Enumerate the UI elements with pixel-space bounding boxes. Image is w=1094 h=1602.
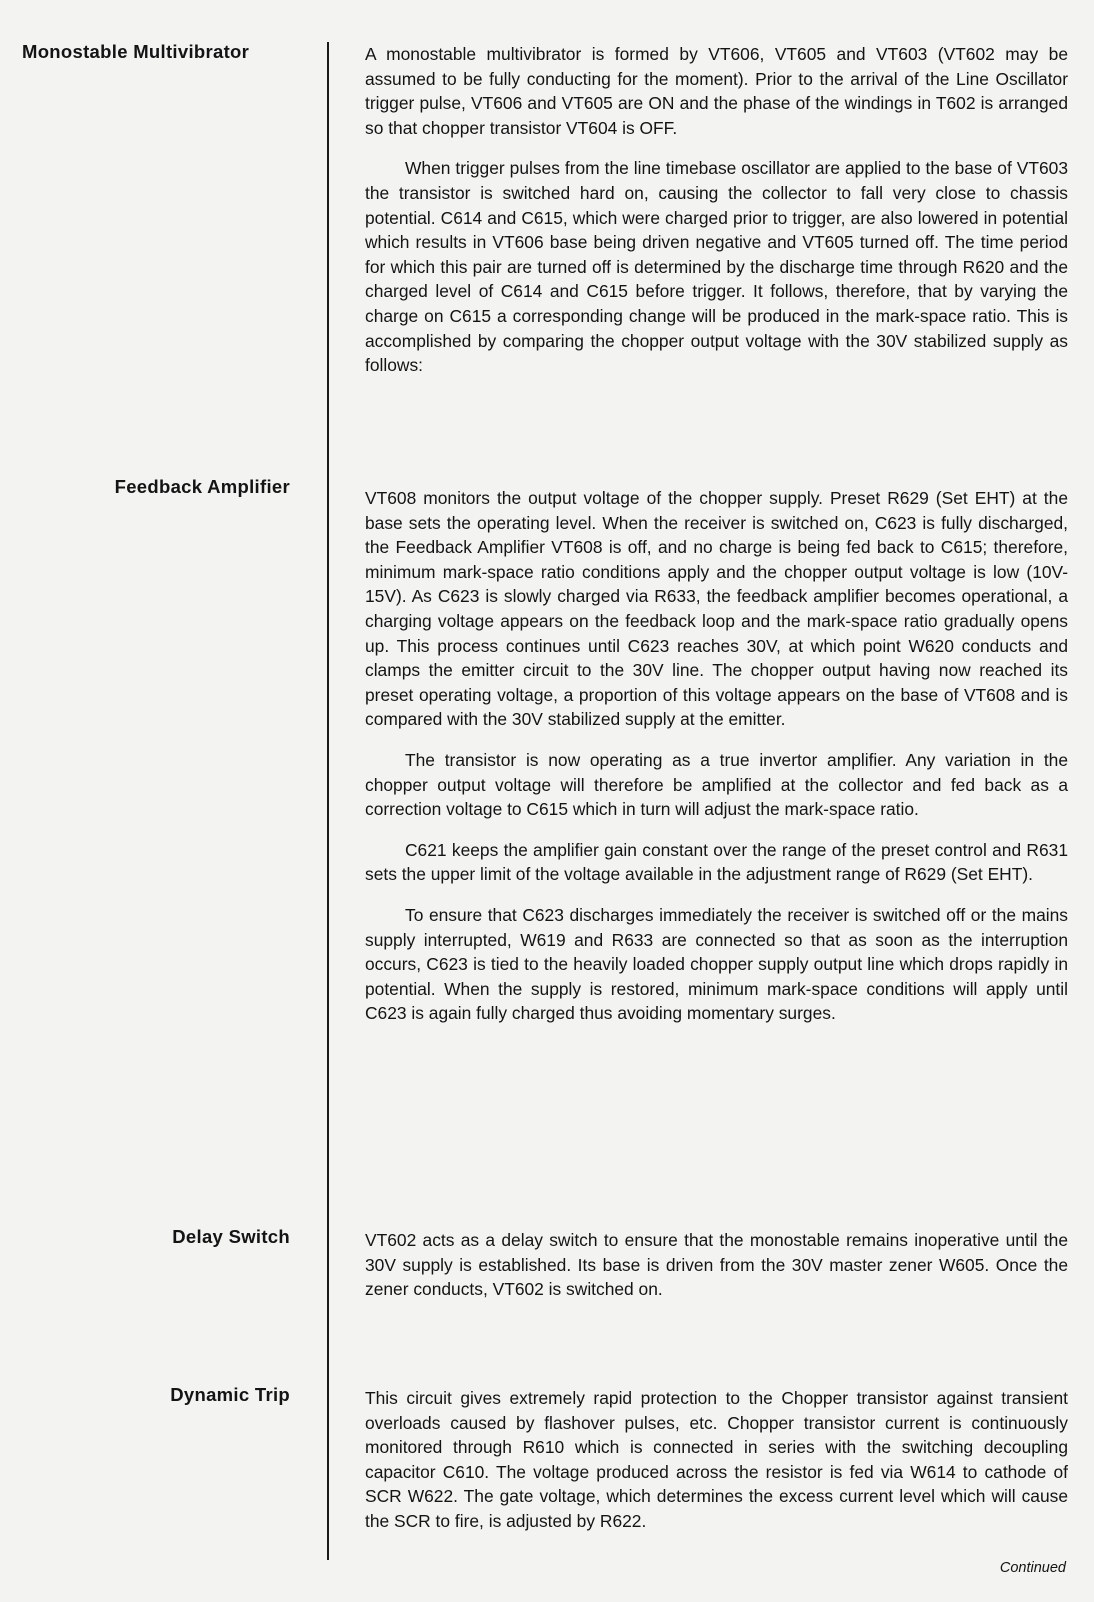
paragraph: When trigger pulses from the line timebase oscillator are applied to the base of VT603 the transistor is switched hard on, causing the collector to fall very close to chassis potential. C614 and C615, which were charged prior to trigger, are also lowered in potential which results in VT606 base being driven negative and VT605 turned off. The time period for which this pair are turned off is determined by the discharge time through R620 and the charged level of C614 and C615 before trigger. It follows, therefore, that by varying the charge on C615 a corresponding change will be produced in the mark-space ratio. This is accomplished by comparing the chopper output voltage with the 30V stabilized supply as follows:	[365, 158, 1068, 376]
heading-monostable-multivibrator: Monostable Multivibrator	[22, 41, 250, 62]
heading-dynamic-trip: Dynamic Trip	[170, 1384, 290, 1405]
paragraph: C621 keeps the amplifier gain constant over the range of the preset control and R631 sets the upper limit of the voltage available in the adjustment range of R629 (Set EHT).	[365, 839, 1068, 885]
heading-delay-switch: Delay Switch	[172, 1226, 290, 1247]
paragraph: To ensure that C623 discharges immediately the receiver is switched off or the mains supply interrupted, W619 and R633 are connected so that as soon as the interruption occurs, C623 is tied to the heavily loaded chopper supply output line which drops rapidly in potential. When the supply is restored, minimum mark-space conditions will apply until C623 is again fully charged thus avoiding momentary surges.	[365, 904, 1068, 1024]
vertical-divider	[327, 42, 329, 1560]
section-delay-switch	[365, 1228, 1068, 1318]
paragraph: VT602 acts as a delay switch to ensure that the monostable remains inoperative until the 30V supply is established. Its base is driven from the 30V master zener W605. Once the zener conducts, VT602 is switched on.	[365, 1230, 1068, 1300]
paragraph: A monostable multivibrator is formed by VT606, VT605 and VT603 (VT602 may be assumed to be fully conducting for the moment). Prior to the arrival of the Line Oscillator trigger pulse, VT606 and VT605 are ON and the phase of the windings in T602 is arranged so that chopper transistor VT604 is OFF.	[365, 44, 1068, 138]
continued-label: Continued	[999, 1560, 1066, 1576]
paragraph: This circuit gives extremely rapid protection to the Chopper transistor against transient overloads caused by flashover pulses, etc. Chopper transistor current is continuously monitored through R610 which is connected in series with the switching decoupling capacitor C610. The voltage produced across the resistor is fed via W614 to cathode of SCR W622. The gate voltage, which determines the excess current level which will cause the SCR to fire, is adjusted by R622.	[365, 1388, 1068, 1531]
heading-feedback-amplifier: Feedback Amplifier	[114, 476, 290, 497]
section-dynamic-trip	[365, 1386, 1068, 1550]
section-feedback-amplifier	[365, 486, 1068, 1042]
paragraph: The transistor is now operating as a true invertor amplifier. Any variation in the chopper output voltage will therefore be amplified at the collector and fed back as a correction voltage to C615 which in turn will adjust the mark-space ratio.	[365, 749, 1068, 820]
paragraph: VT608 monitors the output voltage of the chopper supply. Preset R629 (Set EHT) at the base sets the operating level. When the receiver is switched on, C623 is fully discharged, the Feedback Amplifier VT608 is off, and no charge is being fed back to C615; therefore, minimum mark-space ratio conditions apply and the chopper output voltage is low (10V-15V). As C623 is slowly charged via R633, the feedback amplifier becomes operational, a charging voltage appears on the feedback loop and the mark-space ratio gradually opens up. This process continues until C623 reaches 30V, at which point W620 conducts and clamps the emitter circuit to the 30V line. The chopper output having now reached its preset operating voltage, a proportion of this voltage appears on the base of VT608 and is compared with the 30V stabilized supply at the emitter.	[365, 488, 1068, 730]
section-monostable-multivibrator	[365, 42, 1068, 394]
